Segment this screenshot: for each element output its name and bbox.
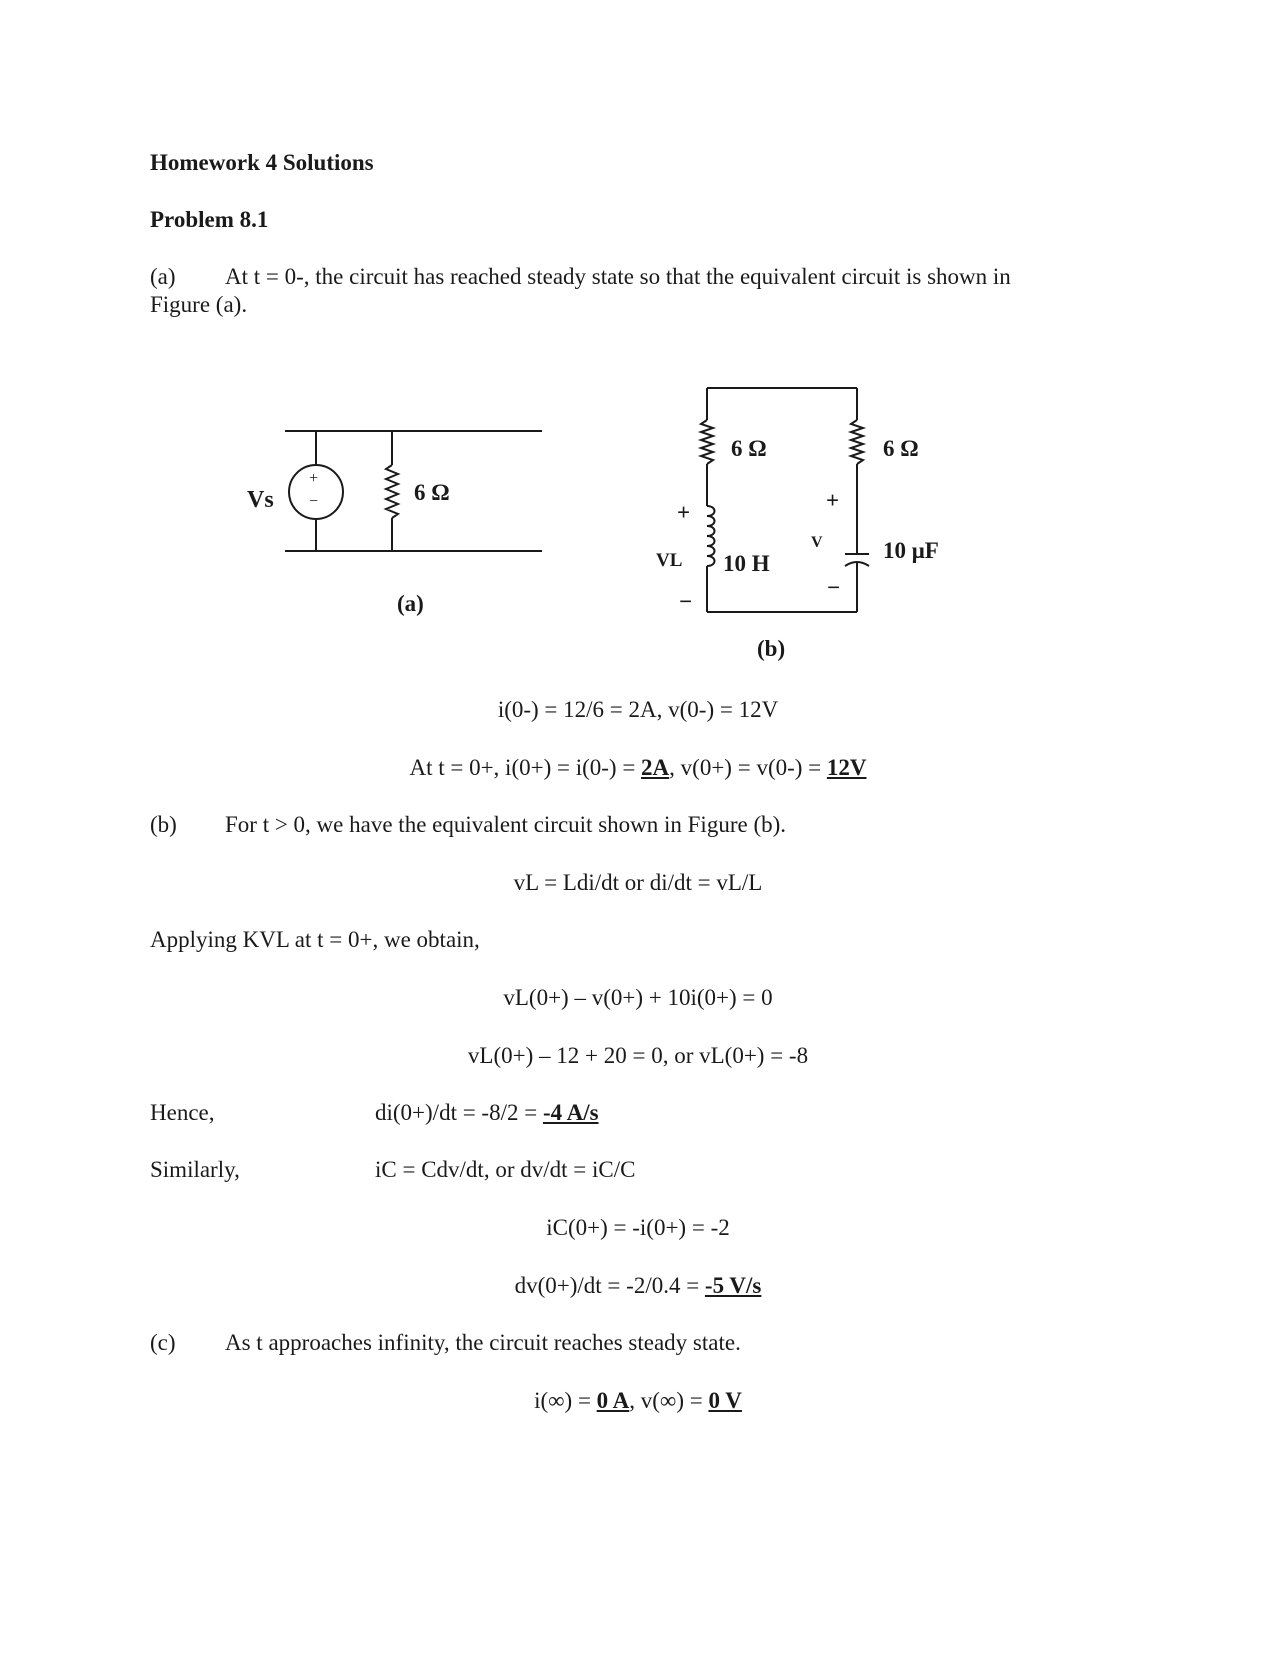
capacitor-minus-sign: − — [827, 575, 841, 600]
resistor-b-right-label: 6 Ω — [883, 436, 919, 461]
source-plus-sign: + — [309, 470, 319, 487]
problem-heading: Problem 8.1 — [150, 207, 269, 232]
capacitor-voltage-label: V — [811, 534, 823, 551]
resistor-a-label: 6 Ω — [414, 480, 450, 505]
source-vs-label: Vs — [247, 487, 274, 513]
figure-a-caption: (a) — [397, 591, 424, 616]
inductor-symbol — [707, 506, 715, 566]
part-a-line1: At t = 0-, the circuit has reached steady state so that the equivalent circuit is shown in — [225, 264, 1011, 289]
capacitor-plus-sign: + — [826, 488, 840, 513]
equation-initial: i(0-) = 12/6 = 2A, v(0-) = 12V — [497, 697, 779, 722]
similarly-label: Similarly, — [150, 1157, 240, 1182]
equation-ic: iC(0+) = -i(0+) = -2 — [546, 1215, 730, 1240]
equation-dv-dt — [515, 1273, 762, 1299]
eq-inf-prefix: i(∞) = — [534, 1388, 597, 1413]
answer-dv-dt: -5 V/s — [704, 1273, 762, 1298]
document-title: Homework 4 Solutions — [150, 150, 374, 175]
equation-at-0-plus — [409, 755, 866, 781]
part-c-marker: (c) — [150, 1330, 176, 1355]
resistor-b-right-symbol — [851, 420, 863, 464]
equation-kvl-2: vL(0+) – 12 + 20 = 0, or vL(0+) = -8 — [467, 1043, 809, 1068]
answer-v-0-plus: 12V — [826, 755, 867, 780]
eq-at0plus-prefix: At t = 0+, i(0+) = i(0-) = — [409, 755, 642, 780]
equation-capacitor: iC = Cdv/dt, or dv/dt = iC/C — [375, 1157, 636, 1182]
equation-kvl-1: vL(0+) – v(0+) + 10i(0+) = 0 — [503, 985, 773, 1010]
eq-dv-prefix: dv(0+)/dt = -2/0.4 = — [514, 1273, 705, 1298]
capacitor-label: 10 μF — [883, 538, 939, 563]
answer-i-infinity: 0 A — [596, 1388, 630, 1413]
eq-inf-middle: , v(∞) = — [629, 1388, 709, 1413]
part-b-marker: (b) — [150, 812, 177, 837]
eq-di-prefix: di(0+)/dt = -8/2 = — [375, 1100, 543, 1125]
part-a-line2: Figure (a). — [150, 292, 248, 317]
resistor-b-left-label: 6 Ω — [731, 436, 767, 461]
equation-di-dt — [375, 1100, 599, 1126]
kvl-text: Applying KVL at t = 0+, we obtain, — [150, 927, 480, 952]
equation-infinity — [534, 1388, 742, 1414]
eq-at0plus-middle: , v(0+) = v(0-) = — [669, 755, 827, 780]
inductor-voltage-label: VL — [656, 550, 683, 571]
answer-i-0-plus: 2A — [641, 755, 670, 780]
part-c-text: As t approaches infinity, the circuit reaches steady state. — [225, 1330, 741, 1355]
inductor-plus-sign: + — [677, 500, 691, 525]
answer-di-dt: -4 A/s — [542, 1100, 599, 1125]
inductor-minus-sign: − — [679, 589, 693, 614]
hence-label: Hence, — [150, 1100, 215, 1125]
figure-b-caption: (b) — [757, 636, 786, 661]
resistor-b-left-symbol — [701, 420, 713, 464]
source-minus-sign: − — [309, 493, 319, 510]
resistor-a-symbol — [386, 465, 398, 518]
equation-inductor: vL = Ldi/dt or di/dt = vL/L — [513, 870, 763, 895]
inductor-label: 10 H — [723, 551, 770, 576]
answer-v-infinity: 0 V — [708, 1388, 742, 1413]
figure-b-circuit — [701, 388, 869, 612]
part-a-marker: (a) — [150, 264, 176, 289]
part-b-text: For t > 0, we have the equivalent circuit shown in Figure (b). — [225, 812, 787, 837]
